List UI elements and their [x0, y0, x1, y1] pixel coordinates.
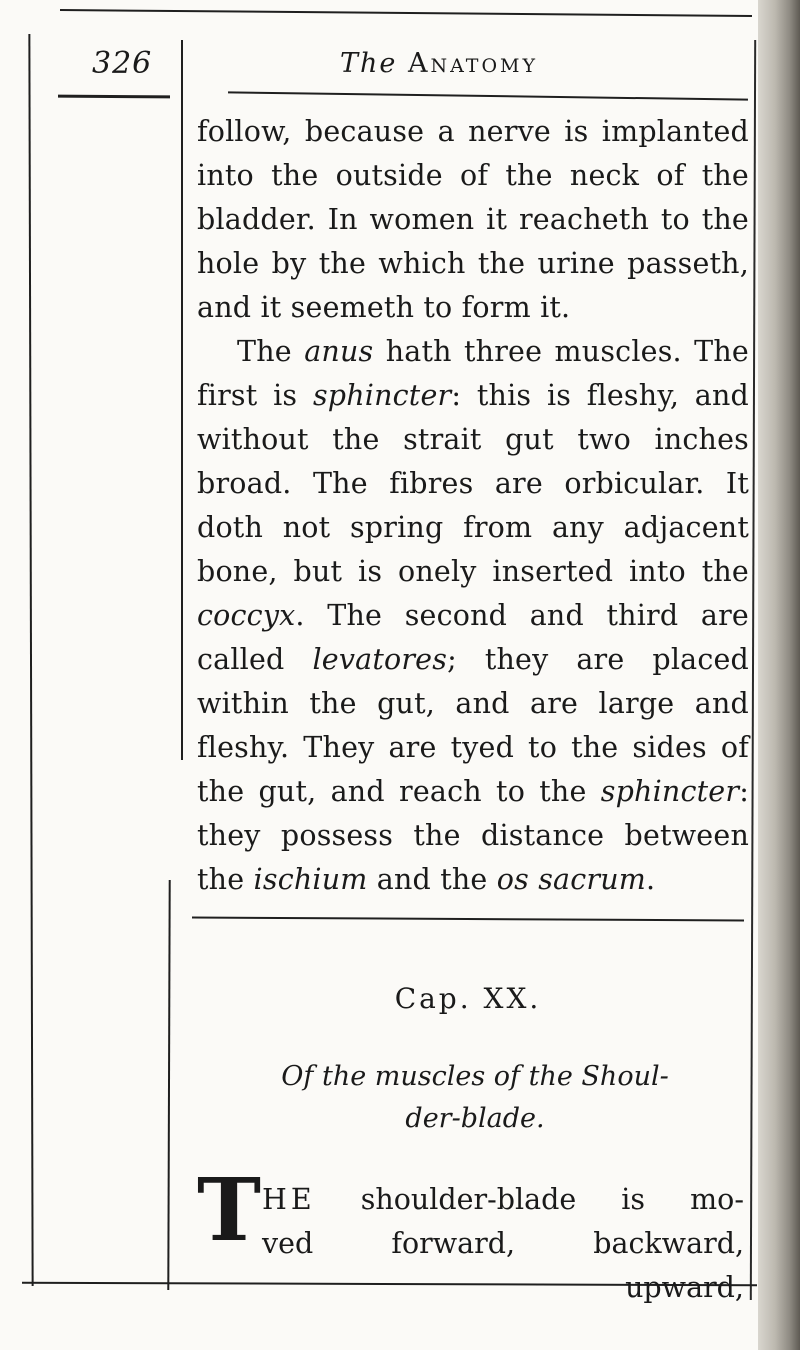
- p2-text-a: The: [237, 335, 305, 368]
- term-anus: anus: [304, 335, 374, 368]
- p2-text-f: : they possess the distance between the: [197, 775, 749, 896]
- opening-word-mo: mo-: [690, 1183, 744, 1216]
- opening-word-upward: upward,: [625, 1271, 744, 1304]
- opening-word-backward: backward,: [593, 1227, 744, 1260]
- opening-line-3: [262, 1266, 744, 1310]
- page-binding-edge: [758, 0, 800, 1350]
- chapter-title-line-2: der-blade.: [405, 1103, 545, 1134]
- running-head-title: Anatomy: [407, 48, 539, 79]
- paragraph-1: follow, because a nerve is implanted into the outside of the neck of the bladder. In women it reacheth to the hole by the which the urine passeth, and it seemeth to form it.: [197, 115, 749, 324]
- drop-cap: T: [197, 1160, 261, 1261]
- body-text: [197, 110, 749, 902]
- opening-line-2: [262, 1222, 744, 1266]
- page-number: 326: [92, 46, 153, 81]
- opening-word-ved: ved: [262, 1227, 314, 1260]
- paragraph-2: [197, 330, 749, 902]
- p2-text-e: ; they are placed within the gut, and are large and fleshy. They are tyed to the sides of the gut, and reach to the: [197, 643, 749, 808]
- running-head: [340, 48, 538, 79]
- margin-rule-upper: [181, 40, 183, 760]
- chapter-title: [240, 1056, 710, 1140]
- chapter-number: Cap. XX.: [394, 982, 542, 1015]
- p2-text-h: .: [645, 863, 656, 896]
- p2-text-b: hath three muscles. The first is: [197, 335, 749, 412]
- opening-word-is: is: [621, 1183, 646, 1216]
- p2-text-d: . The second and third are called: [197, 599, 749, 676]
- chapter-opening-text: [262, 1178, 744, 1310]
- p2-text-g: and the: [367, 863, 497, 896]
- term-levatores: levatores: [312, 643, 448, 676]
- opening-word-he: HE: [262, 1183, 316, 1216]
- running-head-the: The: [340, 48, 398, 79]
- term-ischium: ischium: [253, 863, 368, 896]
- chapter-title-line-1: Of the muscles of the Shoul-: [281, 1061, 669, 1092]
- term-sphincter: sphincter: [312, 379, 452, 412]
- term-coccyx: coccyx: [197, 599, 296, 632]
- p2-text-c: : this is fleshy, and without the strait gut two inches broad. The fibres are orbicular. It doth not spring from any adjacent bone, but is onely inserted into the: [197, 379, 749, 588]
- term-sphincter-2: sphincter: [600, 775, 740, 808]
- opening-word-forward: forward,: [391, 1227, 516, 1260]
- opening-line-1: [262, 1178, 744, 1222]
- term-os-sacrum: os sacrum: [496, 863, 646, 896]
- opening-word-shoulder-blade: shoulder-blade: [360, 1183, 577, 1216]
